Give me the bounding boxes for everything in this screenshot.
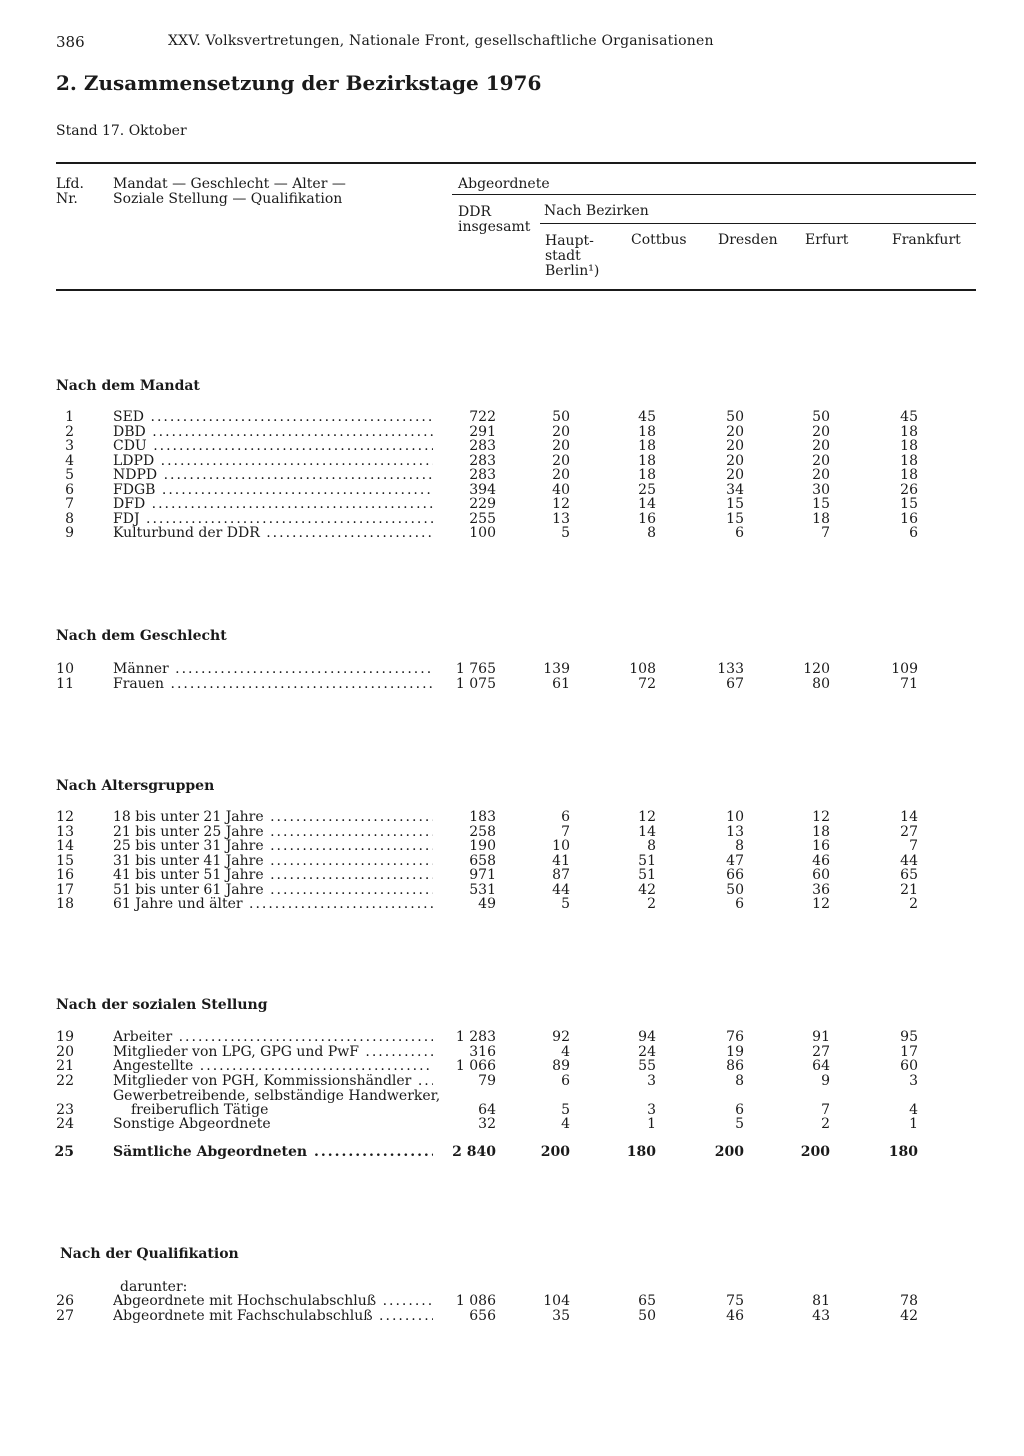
- cell-berlin: 20: [552, 423, 570, 440]
- row-number: 20: [56, 1043, 74, 1060]
- row-number: 13: [56, 823, 74, 840]
- cell-cottbus: 65: [638, 1293, 656, 1309]
- header-abgeordnete: Abgeordnete: [458, 176, 550, 192]
- row-label: 61 Jahre und älter .....: [113, 897, 433, 912]
- cell-dresden: 47: [726, 852, 744, 869]
- cell-erfurt: 36: [812, 881, 830, 898]
- cell-erfurt: 60: [812, 867, 830, 883]
- row-23-label-line1: Gewerbetreibende, selbständige Handwerker,: [113, 1088, 441, 1104]
- cell-ddr: 656: [469, 1307, 496, 1324]
- cell-dresden: 200: [714, 1144, 744, 1160]
- table-row-24: [0, 1117, 1024, 1132]
- row-label: 51 bis unter 61 Jahre .....: [113, 883, 433, 898]
- cell-erfurt: 20: [812, 423, 830, 440]
- cell-erfurt: 7: [821, 1102, 830, 1118]
- cell-dresden: 6: [735, 896, 744, 912]
- cell-cottbus: 50: [638, 1307, 656, 1324]
- cell-ddr: 283: [469, 467, 496, 483]
- row-number: 16: [56, 867, 74, 883]
- section-title-sozial: Nach der sozialen Stellung: [56, 997, 268, 1013]
- cell-cottbus: 18: [638, 438, 656, 454]
- row-number: 4: [65, 452, 74, 469]
- row-number: 24: [56, 1116, 74, 1132]
- cell-berlin: 44: [552, 881, 570, 898]
- cell-cottbus: 25: [638, 481, 656, 498]
- cell-berlin: 50: [552, 409, 570, 425]
- cell-dresden: 20: [726, 467, 744, 483]
- cell-erfurt: 27: [812, 1043, 830, 1060]
- row-number: 1: [65, 409, 74, 425]
- section-title-alter: Nach Altersgruppen: [56, 778, 215, 794]
- cell-ddr: 258: [469, 823, 496, 840]
- cell-berlin: 6: [561, 809, 570, 825]
- row-number: 3: [65, 438, 74, 454]
- row-label: FDGB .....: [113, 483, 433, 498]
- cell-ddr: 64: [478, 1102, 496, 1118]
- header-desc-line2: Soziale Stellung — Qualifikation: [113, 191, 343, 207]
- row-number: 12: [56, 809, 74, 825]
- row-number: 9: [65, 525, 74, 541]
- cell-erfurt: 20: [812, 467, 830, 483]
- cell-erfurt: 50: [812, 409, 830, 425]
- table-row: [0, 410, 1024, 425]
- cell-erfurt: 18: [812, 510, 830, 527]
- header-erfurt: Erfurt: [805, 232, 849, 248]
- header-nr: Nr.: [56, 191, 78, 207]
- cell-frankfurt: 4: [909, 1102, 918, 1118]
- cell-frankfurt: 78: [900, 1293, 918, 1309]
- table-row-23: [0, 1103, 1024, 1118]
- row-label: SED .....: [113, 410, 433, 425]
- row-number: 18: [56, 896, 74, 912]
- row-number: 21: [56, 1058, 74, 1074]
- cell-berlin: 5: [561, 1102, 570, 1118]
- row-number: 26: [56, 1293, 74, 1309]
- cell-cottbus: 42: [638, 881, 656, 898]
- cell-cottbus: 8: [647, 838, 656, 854]
- cell-ddr: 722: [469, 409, 496, 425]
- page-number: 386: [56, 33, 85, 51]
- row-number: 8: [65, 510, 74, 527]
- cell-frankfurt: 44: [900, 852, 918, 869]
- cell-cottbus: 8: [647, 525, 656, 541]
- cell-dresden: 66: [726, 867, 744, 883]
- cell-dresden: 75: [726, 1293, 744, 1309]
- cell-berlin: 13: [552, 510, 570, 527]
- table-row: [0, 677, 1024, 692]
- cell-cottbus: 55: [638, 1058, 656, 1074]
- cell-frankfurt: 21: [900, 881, 918, 898]
- header-cottbus: Cottbus: [631, 232, 687, 248]
- cell-cottbus: 45: [638, 409, 656, 425]
- cell-frankfurt: 180: [888, 1144, 918, 1160]
- cell-erfurt: 200: [800, 1144, 830, 1160]
- cell-dresden: 19: [726, 1043, 744, 1060]
- cell-dresden: 133: [717, 661, 744, 677]
- row-number: 14: [56, 838, 74, 854]
- cell-dresden: 8: [735, 1072, 744, 1089]
- cell-ddr: 283: [469, 438, 496, 454]
- row-number: 19: [56, 1029, 74, 1045]
- row-label: Kulturbund der DDR .....: [113, 526, 433, 541]
- cell-dresden: 46: [726, 1307, 744, 1324]
- cell-berlin: 10: [552, 838, 570, 854]
- header-ddr-line1: DDR: [458, 204, 491, 220]
- cell-cottbus: 14: [638, 823, 656, 840]
- cell-cottbus: 24: [638, 1043, 656, 1060]
- cell-ddr: 183: [469, 809, 496, 825]
- cell-erfurt: 80: [812, 675, 830, 692]
- cell-ddr: 658: [469, 852, 496, 869]
- cell-cottbus: 18: [638, 467, 656, 483]
- cell-frankfurt: 6: [909, 525, 918, 541]
- cell-dresden: 6: [735, 1102, 744, 1118]
- cell-cottbus: 16: [638, 510, 656, 527]
- cell-frankfurt: 71: [900, 675, 918, 692]
- cell-ddr: 394: [469, 481, 496, 498]
- cell-cottbus: 3: [647, 1102, 656, 1118]
- cell-berlin: 87: [552, 867, 570, 883]
- cell-dresden: 6: [735, 525, 744, 541]
- cell-ddr: 283: [469, 452, 496, 469]
- running-head: XXV. Volksvertretungen, Nationale Front, gesellschaftliche Organisationen: [168, 33, 714, 49]
- table-row: [0, 897, 1024, 912]
- cell-cottbus: 18: [638, 423, 656, 440]
- header-desc-line1: Mandat — Geschlecht — Alter —: [113, 176, 346, 192]
- cell-erfurt: 20: [812, 438, 830, 454]
- cell-ddr: 316: [469, 1043, 496, 1060]
- cell-berlin: 4: [561, 1116, 570, 1132]
- cell-dresden: 13: [726, 823, 744, 840]
- table-row: [0, 662, 1024, 677]
- row-number: 23: [56, 1102, 74, 1118]
- cell-cottbus: 3: [647, 1072, 656, 1089]
- row-label: Abgeordnete mit Fachschulabschluß .....: [113, 1309, 433, 1324]
- cell-berlin: 5: [561, 896, 570, 912]
- header-dresden: Dresden: [718, 232, 778, 248]
- cell-cottbus: 51: [638, 852, 656, 869]
- cell-frankfurt: 95: [900, 1029, 918, 1045]
- cell-berlin: 12: [552, 496, 570, 512]
- cell-berlin: 20: [552, 467, 570, 483]
- cell-erfurt: 15: [812, 496, 830, 512]
- cell-erfurt: 30: [812, 481, 830, 498]
- cell-berlin: 20: [552, 438, 570, 454]
- cell-cottbus: 1: [647, 1116, 656, 1132]
- row-number: 7: [65, 496, 74, 512]
- cell-cottbus: 180: [626, 1144, 656, 1160]
- cell-berlin: 20: [552, 452, 570, 469]
- cell-frankfurt: 16: [900, 510, 918, 527]
- cell-frankfurt: 14: [900, 809, 918, 825]
- row-label: CDU .....: [113, 439, 433, 454]
- cell-cottbus: 12: [638, 809, 656, 825]
- cell-cottbus: 51: [638, 867, 656, 883]
- cell-dresden: 15: [726, 510, 744, 527]
- cell-erfurt: 18: [812, 823, 830, 840]
- row-label: 31 bis unter 41 Jahre .....: [113, 854, 433, 869]
- cell-dresden: 15: [726, 496, 744, 512]
- cell-ddr: 190: [469, 838, 496, 854]
- cell-ddr: 1 075: [455, 675, 496, 692]
- row-label: NDPD .....: [113, 468, 433, 483]
- row-label: freiberuflich Tätige: [131, 1103, 269, 1118]
- cell-dresden: 76: [726, 1029, 744, 1045]
- section-title-qualifikation: Nach der Qualifikation: [60, 1246, 239, 1262]
- cell-erfurt: 2: [821, 1116, 830, 1132]
- header-frankfurt: Frankfurt: [892, 232, 961, 248]
- cell-berlin: 200: [540, 1144, 570, 1160]
- cell-frankfurt: 18: [900, 423, 918, 440]
- row-label: LDPD .....: [113, 454, 433, 469]
- cell-frankfurt: 18: [900, 438, 918, 454]
- row-label: Männer .....: [113, 662, 433, 677]
- row-number: 10: [56, 661, 74, 677]
- cell-frankfurt: 26: [900, 481, 918, 498]
- header-bottom-rule: [56, 289, 976, 291]
- cell-frankfurt: 1: [909, 1116, 918, 1132]
- table-row: [0, 483, 1024, 498]
- cell-berlin: 7: [561, 823, 570, 840]
- cell-berlin: 61: [552, 675, 570, 692]
- cell-frankfurt: 3: [909, 1072, 918, 1089]
- cell-erfurt: 120: [803, 661, 830, 677]
- cell-ddr: 49: [478, 896, 496, 912]
- cell-ddr: 531: [469, 881, 496, 898]
- cell-dresden: 10: [726, 809, 744, 825]
- row-number: 27: [56, 1307, 74, 1324]
- cell-frankfurt: 27: [900, 823, 918, 840]
- cell-erfurt: 46: [812, 852, 830, 869]
- cell-berlin: 92: [552, 1029, 570, 1045]
- row-label: Mitglieder von LPG, GPG und PwF .....: [113, 1045, 433, 1060]
- abgeordnete-rule: [452, 194, 976, 195]
- header-berlin-line2: stadt: [545, 248, 581, 264]
- table-row: [0, 1309, 1024, 1324]
- darunter-label: darunter:: [120, 1279, 188, 1295]
- cell-ddr: 1 086: [455, 1293, 496, 1309]
- table-row: [0, 1045, 1024, 1060]
- cell-frankfurt: 18: [900, 452, 918, 469]
- header-nach-bezirken: Nach Bezirken: [544, 203, 649, 219]
- row-label: Abgeordnete mit Hochschulabschluß .....: [113, 1294, 433, 1309]
- cell-erfurt: 91: [812, 1029, 830, 1045]
- header-top-rule: [56, 162, 976, 164]
- row-number: 22: [56, 1072, 74, 1089]
- cell-dresden: 8: [735, 838, 744, 854]
- cell-ddr: 971: [469, 867, 496, 883]
- cell-frankfurt: 60: [900, 1058, 918, 1074]
- header-berlin-line3: Berlin¹): [545, 263, 600, 279]
- row-number: 11: [56, 675, 74, 692]
- cell-dresden: 67: [726, 675, 744, 692]
- row-number: 6: [65, 481, 74, 498]
- cell-erfurt: 81: [812, 1293, 830, 1309]
- cell-dresden: 20: [726, 438, 744, 454]
- cell-frankfurt: 2: [909, 896, 918, 912]
- row-label: Sonstige Abgeordnete: [113, 1117, 271, 1132]
- cell-berlin: 4: [561, 1043, 570, 1060]
- table-row: [0, 425, 1024, 440]
- cell-frankfurt: 18: [900, 467, 918, 483]
- cell-ddr: 291: [469, 423, 496, 440]
- cell-erfurt: 12: [812, 809, 830, 825]
- table-row: [0, 1030, 1024, 1045]
- table-row: [0, 810, 1024, 825]
- table-row: [0, 497, 1024, 512]
- row-label: DBD .....: [113, 425, 433, 440]
- cell-erfurt: 12: [812, 896, 830, 912]
- table-row: [0, 854, 1024, 869]
- cell-frankfurt: 15: [900, 496, 918, 512]
- header-lfd: Lfd.: [56, 176, 84, 192]
- row-label: 25 bis unter 31 Jahre .....: [113, 839, 433, 854]
- section-title-mandat: Nach dem Mandat: [56, 378, 200, 394]
- cell-erfurt: 16: [812, 838, 830, 854]
- cell-ddr: 1 066: [455, 1058, 496, 1074]
- cell-dresden: 5: [735, 1116, 744, 1132]
- cell-erfurt: 64: [812, 1058, 830, 1074]
- cell-cottbus: 94: [638, 1029, 656, 1045]
- header-ddr-line2: insgesamt: [458, 219, 531, 235]
- table-row: [0, 468, 1024, 483]
- cell-berlin: 104: [543, 1293, 570, 1309]
- row-number: 15: [56, 852, 74, 869]
- cell-erfurt: 43: [812, 1307, 830, 1324]
- table-row: [0, 454, 1024, 469]
- cell-frankfurt: 65: [900, 867, 918, 883]
- table-row: [0, 868, 1024, 883]
- row-number: 17: [56, 881, 74, 898]
- cell-erfurt: 20: [812, 452, 830, 469]
- cell-ddr: 1 765: [455, 661, 496, 677]
- cell-erfurt: 9: [821, 1072, 830, 1089]
- row-label: Frauen .....: [113, 677, 433, 692]
- row-label: Angestellte .....: [113, 1059, 433, 1074]
- cell-dresden: 20: [726, 452, 744, 469]
- cell-frankfurt: 45: [900, 409, 918, 425]
- cell-berlin: 5: [561, 525, 570, 541]
- row-number: 2: [65, 423, 74, 440]
- row-number: 25: [54, 1144, 74, 1160]
- cell-ddr: 100: [469, 525, 496, 541]
- table-row: [0, 839, 1024, 854]
- cell-ddr: 2 840: [452, 1144, 496, 1160]
- cell-frankfurt: 42: [900, 1307, 918, 1324]
- cell-erfurt: 7: [821, 525, 830, 541]
- cell-berlin: 40: [552, 481, 570, 498]
- cell-dresden: 86: [726, 1058, 744, 1074]
- cell-dresden: 34: [726, 481, 744, 498]
- cell-cottbus: 18: [638, 452, 656, 469]
- section-title-geschlecht: Nach dem Geschlecht: [56, 628, 227, 644]
- cell-dresden: 50: [726, 881, 744, 898]
- cell-dresden: 50: [726, 409, 744, 425]
- cell-ddr: 229: [469, 496, 496, 512]
- cell-berlin: 35: [552, 1307, 570, 1324]
- cell-ddr: 255: [469, 510, 496, 527]
- table-row: [0, 1294, 1024, 1309]
- page-title: 2. Zusammensetzung der Bezirkstage 1976: [56, 71, 542, 95]
- row-label: 18 bis unter 21 Jahre .....: [113, 810, 433, 825]
- cell-cottbus: 14: [638, 496, 656, 512]
- row-label: Mitglieder von PGH, Kommissionshändler .....: [113, 1074, 433, 1089]
- table-row: [0, 1059, 1024, 1074]
- cell-cottbus: 2: [647, 896, 656, 912]
- table-row-25-total: [0, 1145, 1024, 1160]
- table-row: [0, 825, 1024, 840]
- cell-ddr: 32: [478, 1116, 496, 1132]
- row-label: FDJ .....: [113, 512, 433, 527]
- stand-date: Stand 17. Oktober: [56, 123, 187, 139]
- row-label: 41 bis unter 51 Jahre .....: [113, 868, 433, 883]
- table-row: [0, 883, 1024, 898]
- cell-berlin: 89: [552, 1058, 570, 1074]
- cell-berlin: 139: [543, 661, 570, 677]
- table-row: [0, 1074, 1024, 1089]
- cell-frankfurt: 109: [891, 661, 918, 677]
- cell-frankfurt: 7: [909, 838, 918, 854]
- row-number: 5: [65, 467, 74, 483]
- row-label: 21 bis unter 25 Jahre .....: [113, 825, 433, 840]
- row-label: Arbeiter .....: [113, 1030, 433, 1045]
- row-label: DFD .....: [113, 497, 433, 512]
- cell-cottbus: 108: [629, 661, 656, 677]
- cell-berlin: 6: [561, 1072, 570, 1089]
- table-row: [0, 526, 1024, 541]
- cell-dresden: 20: [726, 423, 744, 440]
- cell-frankfurt: 17: [900, 1043, 918, 1060]
- header-berlin-line1: Haupt-: [545, 233, 594, 249]
- bezirke-rule: [540, 223, 976, 224]
- table-row: [0, 439, 1024, 454]
- table-row: [0, 512, 1024, 527]
- cell-berlin: 41: [552, 852, 570, 869]
- cell-ddr: 1 283: [455, 1029, 496, 1045]
- cell-cottbus: 72: [638, 675, 656, 692]
- row-label: Sämtliche Abgeordneten .....: [113, 1145, 433, 1160]
- cell-ddr: 79: [478, 1072, 496, 1089]
